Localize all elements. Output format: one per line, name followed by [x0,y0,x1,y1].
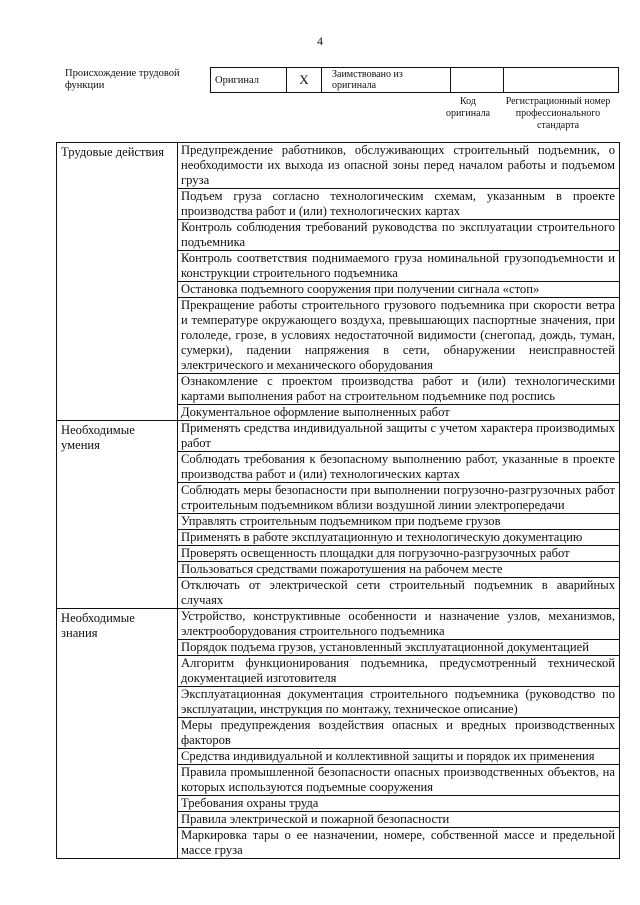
section-label-required-knowledge: Необходимые знания [57,609,178,859]
required-knowledge-item: Средства индивидуальной и коллективной защиты и порядок их применения [178,749,620,765]
origin-label: Происхождение трудовой функции [65,68,180,91]
table-row [57,609,620,640]
labor-actions-item: Подъем груза согласно технологическим схемам, указанным в проекте производства работ и (или) технологических картах [178,189,620,220]
section-label-required-skills: Необходимые умения [57,421,178,609]
required-skills-item: Управлять строительным подъемником при подъеме грузов [178,514,620,530]
origin-table [210,67,619,93]
required-skills-item: Применять в работе эксплуатационную и технологическую документацию [178,530,620,546]
original-mark: X [287,68,322,93]
labor-actions-item: Документальное оформление выполненных работ [178,405,620,421]
labor-actions-item: Ознакомление с проектом производства работ и (или) технологическими картами выполнения работ на строительном подъемнике под роспись [178,374,620,405]
required-skills-item: Отключать от электрической сети строительный подъемник в аварийных случаях [178,578,620,609]
labor-actions-item: Контроль соблюдения требований руководства по эксплуатации строительного подъемника [178,220,620,251]
required-knowledge-item: Правила электрической и пожарной безопасности [178,812,620,828]
required-skills-item: Соблюдать меры безопасности при выполнении погрузочно-разгрузочных работ строительным подъемником вблизи воздушной линии электропередачи [178,483,620,514]
required-knowledge-item: Алгоритм функционирования подъемника, предусмотренный технической документацией изготовителя [178,656,620,687]
original-label: Оригинал [211,68,287,93]
reg-number-label: Регистрационный номер профессионального стандарта [505,96,611,131]
required-knowledge-item: Маркировка тары о ее назначении, номере, собственной массе и предельной массе груза [178,828,620,859]
required-knowledge-item: Эксплуатационная документация строительного подъемника (руководство по эксплуатации, инструкция по монтажу, техническое описание) [178,687,620,718]
required-skills-item: Проверять освещенность площадки для погрузочно-разгрузочных работ [178,546,620,562]
code-original-label: Код оригинала [445,96,491,119]
function-table [56,142,620,859]
borrowed-label: Заимствовано из оригинала [322,68,451,93]
required-skills-item: Применять средства индивидуальной защиты с учетом характера производимых работ [178,421,620,452]
required-knowledge-item: Устройство, конструктивные особенности и назначение узлов, механизмов, электрооборудования строительного подъемника [178,609,620,640]
required-skills-item: Пользоваться средствами пожаротушения на рабочем месте [178,562,620,578]
section-label-labor-actions: Трудовые действия [57,143,178,421]
required-knowledge-item: Правила промышленной безопасности опасных производственных объектов, на которых используются подъемные сооружения [178,765,620,796]
required-skills-item: Соблюдать требования к безопасному выполнению работ, указанные в проекте производства работ и (или) технологических картах [178,452,620,483]
required-knowledge-item: Меры предупреждения воздействия опасных и вредных производственных факторов [178,718,620,749]
labor-actions-item: Контроль соответствия поднимаемого груза номинальной грузоподъемности и конструкции строительного подъемника [178,251,620,282]
table-row [57,421,620,452]
required-knowledge-item: Порядок подъема грузов, установленный эксплуатационной документацией [178,640,620,656]
required-knowledge-item: Требования охраны труда [178,796,620,812]
labor-actions-item: Остановка подъемного сооружения при получении сигнала «стоп» [178,282,620,298]
reg-number-cell [504,68,619,93]
table-row [57,143,620,189]
labor-actions-item: Предупреждение работников, обслуживающих строительный подъемник, о необходимости их выхода из опасной зоны перед началом работы и подъемом груза [178,143,620,189]
page-number: 4 [317,34,323,48]
code-cell [451,68,504,93]
labor-actions-item: Прекращение работы строительного грузового подъемника при скорости ветра и температуре окружающего воздуха, превышающих паспортные значения, при гололеде, грозе, в условиях недостаточной видимости (снегопад, дождь, туман, сумерки), падении напряжения в сети, обнаружении неисправностей электрического и механического оборудования [178,298,620,374]
